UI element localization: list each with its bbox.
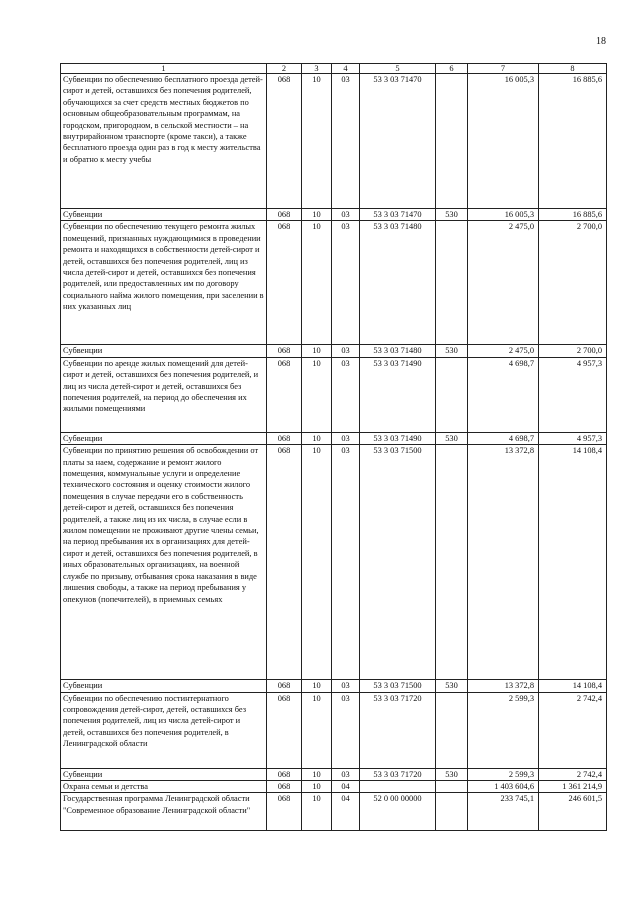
table-row [61,768,607,780]
row-sum-year2: 2 742,4 [539,692,607,768]
table-row [61,680,607,692]
column-header: 4 [332,64,360,74]
row-pr: 03 [332,357,360,432]
row-sum-year2: 14 108,4 [539,445,607,680]
row-name: Субвенции [61,680,267,692]
row-pr: 04 [332,793,360,831]
row-rz: 10 [302,680,332,692]
row-pr: 03 [332,221,360,345]
table-row [61,793,607,831]
row-sum-year2: 4 957,3 [539,357,607,432]
row-csr [360,781,436,793]
row-rz: 10 [302,209,332,221]
row-name: Субвенции [61,432,267,444]
row-name: Субвенции по обеспечению бесплатного проезда детей-сирот и детей, оставшихся без попечения родителей, обучающихся за счет средств местных бюджетов по основным общеобразовательным программам, на городском, пригородном, в сельской местности – на внутрирайонном транспорте (кроме такси), а также бесплатного проезда один раз в год к месту жительства и обратно к месту учебы [61,74,267,209]
row-vr: 530 [436,680,468,692]
row-vr [436,793,468,831]
row-csr: 53 3 03 71480 [360,221,436,345]
row-ved: 068 [267,357,302,432]
row-vr: 530 [436,432,468,444]
row-pr: 03 [332,74,360,209]
row-rz: 10 [302,432,332,444]
row-sum-year1: 2 475,0 [468,345,539,357]
row-sum-year2: 246 601,5 [539,793,607,831]
row-ved: 068 [267,432,302,444]
row-vr: 530 [436,345,468,357]
row-name: Охрана семьи и детства [61,781,267,793]
column-header: 8 [539,64,607,74]
row-ved: 068 [267,209,302,221]
table-row [61,74,607,209]
row-ved: 068 [267,345,302,357]
row-sum-year1: 4 698,7 [468,432,539,444]
row-pr: 03 [332,692,360,768]
column-header: 1 [61,64,267,74]
row-vr [436,74,468,209]
table-row [61,345,607,357]
row-csr: 53 3 03 71500 [360,445,436,680]
row-name: Субвенции по обеспечению текущего ремонта жилых помещений, признанных нуждающимися в проведении ремонта и находящихся в собственности детей-сирот и детей, оставшихся без попечения родителей, лиц из числа детей-сирот и детей, оставшихся без попечения родителей, или предоставленных им по договору социального найма жилого помещения, при заселении в них указанных лиц [61,221,267,345]
row-pr: 04 [332,781,360,793]
row-name: Государственная программа Ленинградской области "Современное образование Ленинградской области" [61,793,267,831]
row-ved: 068 [267,768,302,780]
row-pr: 03 [332,209,360,221]
table-row [61,445,607,680]
row-csr: 52 0 00 00000 [360,793,436,831]
row-rz: 10 [302,357,332,432]
row-pr: 03 [332,432,360,444]
column-header: 6 [436,64,468,74]
row-ved: 068 [267,793,302,831]
row-rz: 10 [302,74,332,209]
row-sum-year1: 4 698,7 [468,357,539,432]
row-pr: 03 [332,445,360,680]
budget-table [60,63,607,831]
row-name: Субвенции [61,768,267,780]
row-sum-year1: 2 475,0 [468,221,539,345]
row-pr: 03 [332,768,360,780]
row-csr: 53 3 03 71490 [360,357,436,432]
row-sum-year1: 16 005,3 [468,74,539,209]
table-row [61,692,607,768]
column-header: 5 [360,64,436,74]
row-rz: 10 [302,793,332,831]
row-sum-year2: 2 742,4 [539,768,607,780]
row-sum-year2: 14 108,4 [539,680,607,692]
row-csr: 53 3 03 71470 [360,209,436,221]
column-header: 7 [468,64,539,74]
row-sum-year1: 13 372,8 [468,680,539,692]
row-sum-year2: 2 700,0 [539,221,607,345]
table-row [61,209,607,221]
row-csr: 53 3 03 71490 [360,432,436,444]
column-header: 3 [302,64,332,74]
row-vr [436,692,468,768]
row-pr: 03 [332,680,360,692]
row-name: Субвенции [61,345,267,357]
row-csr: 53 3 03 71480 [360,345,436,357]
table-row [61,781,607,793]
row-name: Субвенции по аренде жилых помещений для детей-сирот и детей, оставшихся без попечения родителей, и лиц из числа детей-сирот и детей, оставшихся без попечения родителей, на период до обеспечения их жилыми помещениями [61,357,267,432]
row-ved: 068 [267,680,302,692]
row-sum-year2: 2 700,0 [539,345,607,357]
row-sum-year2: 16 885,6 [539,209,607,221]
row-ved: 068 [267,692,302,768]
row-sum-year1: 16 005,3 [468,209,539,221]
row-vr [436,781,468,793]
row-vr: 530 [436,768,468,780]
row-sum-year2: 16 885,6 [539,74,607,209]
row-sum-year1: 1 403 604,6 [468,781,539,793]
table-row [61,221,607,345]
table-row [61,432,607,444]
row-ved: 068 [267,781,302,793]
row-rz: 10 [302,221,332,345]
row-name: Субвенции [61,209,267,221]
row-pr: 03 [332,345,360,357]
row-csr: 53 3 03 71720 [360,692,436,768]
table-row [61,357,607,432]
row-vr [436,221,468,345]
row-vr [436,445,468,680]
row-name: Субвенции по обеспечению постинтернатного сопровождения детей-сирот, детей, оставшихся без попечения родителей, лиц из числа детей-сирот и детей, оставшихся без попечения родителей, в Ленинградской области [61,692,267,768]
row-sum-year1: 233 745,1 [468,793,539,831]
row-csr: 53 3 03 71720 [360,768,436,780]
row-ved: 068 [267,74,302,209]
row-csr: 53 3 03 71470 [360,74,436,209]
row-rz: 10 [302,345,332,357]
row-rz: 10 [302,768,332,780]
row-rz: 10 [302,445,332,680]
row-name: Субвенции по принятию решения об освобождении от платы за наем, содержание и ремонт жилого помещения, коммунальные услуги и определение технического состояния и оценку стоимости жилого помещения в случае передачи его в собственность детей-сирот и детей, оставшихся без попечения родителей, а также лиц из их числа, в случае если в жилом помещении не проживают другие члены семьи, на период пребывания их в организациях для детей-сирот и детей, оставшихся без попечения родителей, в иных образовательных организациях, на военной службе по призыву, отбывания срока наказания в виде лишения свободы, а также на период пребывания у опекунов (попечителей), в приемных семьях [61,445,267,680]
row-sum-year1: 13 372,8 [468,445,539,680]
page-number: 18 [596,36,606,47]
row-csr: 53 3 03 71500 [360,680,436,692]
row-sum-year2: 1 361 214,9 [539,781,607,793]
row-vr: 530 [436,209,468,221]
row-sum-year1: 2 599,3 [468,768,539,780]
row-rz: 10 [302,692,332,768]
row-sum-year2: 4 957,3 [539,432,607,444]
row-sum-year1: 2 599,3 [468,692,539,768]
row-ved: 068 [267,221,302,345]
row-ved: 068 [267,445,302,680]
column-header: 2 [267,64,302,74]
row-vr [436,357,468,432]
row-rz: 10 [302,781,332,793]
header-row [61,64,607,74]
